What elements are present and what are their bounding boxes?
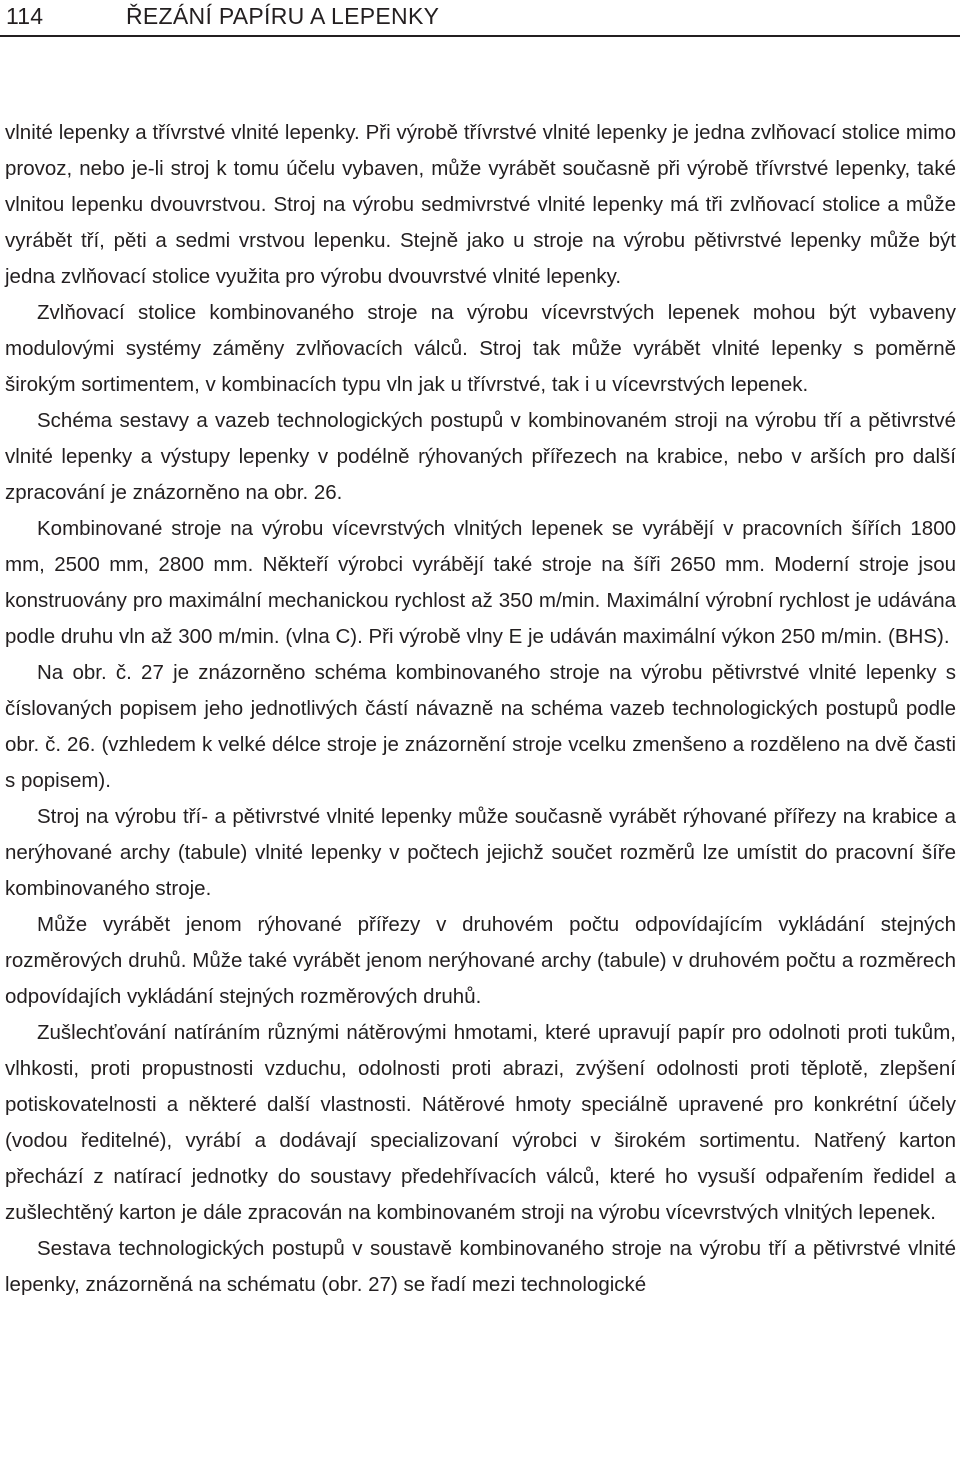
header-rule (0, 35, 960, 37)
body-text (5, 115, 956, 1303)
paragraph: Kombinované stroje na výrobu vícevrstvých vlnitých lepenek se vyrábějí v pracovních šířích 1800 mm, 2500 mm, 2800 mm. Někteří výrobci vyrábějí také stroje na šíři 2650 mm. Moderní stroje jsou konstruovány pro maximální mechanickou rychlost až 350 m/min. Maximální výrobní rychlost je udávána podle druhu vln až 300 m/min. (vlna C). Při výrobě vlny E je udáván maximální výkon 250 m/min. (BHS). (5, 517, 956, 648)
paragraph: Stroj na výrobu tří- a pětivrstvé vlnité lepenky může současně vyrábět rýhované přířezy na krabice a nerýhované archy (tabule) vlnité lepenky v počtech jejichž součet rozměrů lze umístit do pracovní šíře kombinovaného stroje. (5, 805, 956, 900)
paragraph: Zušlechťování natíráním různými nátěrovými hmotami, které upravují papír pro odolnoti proti tukům, vlhkosti, proti propustnosti vzduchu, odolnosti proti abrazi, zvýšení odolnosti proti těplotě, zlepšení potiskovatelnosti a některé další vlastnosti. Nátěrové hmoty speciálně upravené pro konkrétní účely (vodou ředitelné), vyrábí a dodávají specializovaní výrobci v širokém sortimentu. Natřený karton přechází z natírací jednotky do soustavy předehřívacích válců, které ho vysuší odpařením ředidel a zušlechtěný karton je dále zpracován na kombinovaném stroji na výrobu vícevrstvých vlnitých lepenek. (5, 1021, 956, 1224)
paragraph: Schéma sestavy a vazeb technologických postupů v kombinovaném stroji na výrobu tří a pětivrstvé vlnité lepenky a výstupy lepenky v podélně rýhovaných přířezech na krabice, nebo v arších pro další zpracování je znázorněno na obr. 26. (5, 409, 956, 504)
paragraph: Zvlňovací stolice kombinovaného stroje na výrobu vícevrstvých lepenek mohou být vybaveny modulovými systémy záměny zvlňovacích válců. Stroj tak může vyrábět vlnité lepenky s poměrně širokým sortimentem, v kombinacích typu vln jak u třívrstvé, tak i u vícevrstvých lepenek. (5, 301, 956, 396)
paragraph: vlnité lepenky a třívrstvé vlnité lepenky. Při výrobě třívrstvé vlnité lepenky je jedna zvlňovací stolice mimo provoz, nebo je-li stroj k tomu účelu vybaven, může vyrábět současně při výrobě třívrstvé lepenky, také vlnitou lepenku dvouvrstvou. Stroj na výrobu sedmivrstvé vlnité lepenky má tři zvlňovací stolice a může vyrábět tří, pěti a sedmi vrstvou lepenku. Stejně jako u stroje na výrobu pětivrstvé lepenky může být jedna zvlňovací stolice využita pro výrobu dvouvrstvé vlnité lepenky. (5, 121, 956, 288)
paragraph: Může vyrábět jenom rýhované přířezy v druhovém počtu odpovídajícím vykládání stejných rozměrových druhů. Může také vyrábět jenom nerýhované archy (tabule) v druhovém počtu a rozměrech odpovídajích vykládání stejných rozměrových druhů. (5, 913, 956, 1008)
running-title: ŘEZÁNÍ PAPÍRU A LEPENKY (126, 3, 440, 29)
page-header (0, 0, 960, 38)
paragraph: Na obr. č. 27 je znázorněno schéma kombinovaného stroje na výrobu pětivrstvé vlnité lepenky s číslovaných popisem jeho jednotlivých částí návazně na schéma vazeb technologických postupů podle obr. č. 26. (vzhledem k velké délce stroje je znázornění stroje vcelku zmenšeno a rozděleno na dvě časti s popisem). (5, 661, 956, 792)
paragraph: Sestava technologických postupů v soustavě kombinovaného stroje na výrobu tří a pětivrstvé vlnité lepenky, znázorněná na schématu (obr. 27) se řadí mezi technologické (5, 1237, 956, 1296)
page-number: 114 (6, 3, 44, 29)
